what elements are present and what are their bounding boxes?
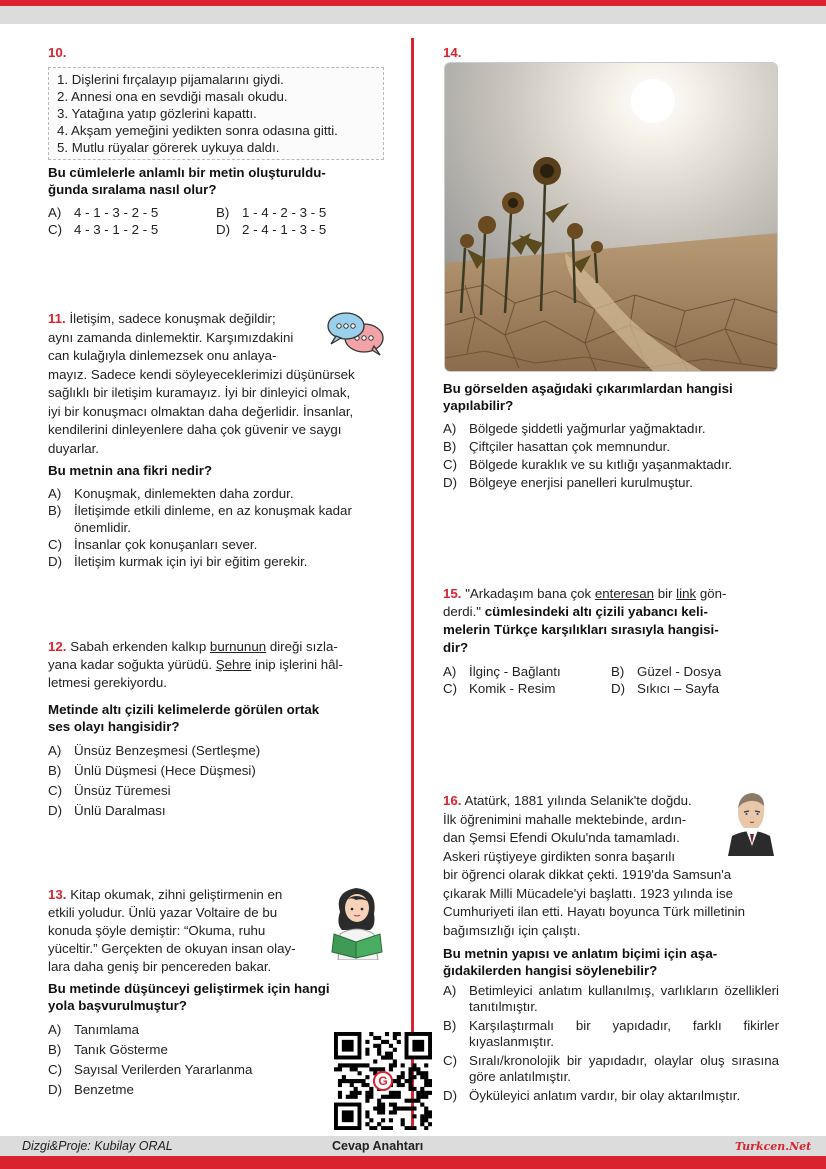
- option-letter: B): [443, 1018, 457, 1033]
- answer-options: [443, 983, 779, 1104]
- top-red-stripe: [0, 0, 826, 6]
- question-line: Bu metinde düşünceyi geliştirmek için hangi: [48, 981, 330, 996]
- option-a[interactable]: [443, 983, 779, 1015]
- question-number: 15.: [443, 586, 462, 601]
- option-text: 4 - 3 - 1 - 2 - 5: [74, 222, 159, 237]
- passage-line: konuda şöyle demiştir: “Okuma, ruhu: [48, 923, 266, 938]
- list-item: 5. Mutlu rüyalar görerek uykuya daldı.: [57, 140, 280, 155]
- option-text: İnsanlar çok konuşanları sever.: [74, 537, 258, 552]
- option-a[interactable]: [443, 663, 611, 680]
- question-12: [48, 638, 386, 821]
- answer-options: [48, 204, 386, 238]
- option-letter: D): [48, 803, 63, 818]
- question-10: [48, 44, 386, 238]
- question-line: yola başvurulmuştur?: [48, 998, 187, 1013]
- passage-text: inip işlerini hâl-: [251, 657, 343, 672]
- ataturk-portrait: [724, 790, 776, 856]
- passage-line: dan Şemsi Efendi Okulu'nda tamamladı.: [443, 830, 680, 845]
- passage-line: iyi bir konuşmacı olmaktan daha değerlidir. İnsanlar,: [48, 403, 354, 419]
- option-b[interactable]: [48, 502, 386, 536]
- option-letter: D): [443, 1088, 458, 1103]
- passage-line: bağımsızlığı için çalıştı.: [443, 922, 581, 938]
- option-text: Ünsüz Türemesi: [74, 783, 171, 798]
- question-number: 16.: [443, 793, 462, 808]
- passage-line: kendilerini dinleyenlere daha çok güvenir ve saygı: [48, 422, 342, 437]
- option-text: İlginç - Bağlantı: [469, 664, 561, 679]
- question-line: dir?: [443, 640, 469, 655]
- option-letter: A): [443, 983, 457, 998]
- underlined-word: Şehre: [215, 657, 252, 672]
- question-line: Metinde altı çizili kelimelerde görülen ortak: [48, 702, 320, 717]
- passage: [48, 886, 320, 976]
- underlined-word: burnunun: [209, 639, 267, 654]
- option-letter: C): [48, 537, 63, 552]
- option-text: Ünlü Daralması: [74, 803, 166, 818]
- passage-line: [443, 585, 779, 603]
- question-line: ğunda sıralama nasıl olur?: [48, 182, 217, 197]
- question-number: 12.: [48, 639, 67, 654]
- column-divider: [411, 38, 414, 1128]
- passage-text: "Arkadaşım bana çok: [465, 586, 595, 601]
- passage-line: Askeri rüştiyeye girdikten sonra başarılı: [443, 848, 676, 864]
- option-c[interactable]: [443, 456, 779, 474]
- option-d[interactable]: [443, 474, 779, 492]
- question-stem: [443, 945, 779, 979]
- option-letter: B): [216, 205, 230, 220]
- passage-line: lara daha geniş bir pencereden bakar.: [48, 959, 272, 974]
- option-b[interactable]: [443, 1018, 779, 1050]
- passage-line: sağlıklı bir iletişim kuramayız. İyi bir dinleyici olmak,: [48, 385, 351, 400]
- option-letter: A): [443, 421, 457, 436]
- option-text: Çiftçiler hasattan çok memnundur.: [469, 439, 671, 454]
- option-letter: B): [443, 439, 457, 454]
- option-text: Karşılaştırmalı bir yapıdadır, farklı fikirler kıyaslanmıştır.: [469, 1018, 779, 1049]
- option-text: Konuşmak, dinlemekten daha zordur.: [74, 486, 294, 501]
- question-stem: [48, 701, 386, 735]
- option-b[interactable]: [48, 761, 386, 781]
- question-line: Bu cümlelerle anlamlı bir metin oluşturuldu-: [48, 165, 326, 180]
- option-letter: D): [48, 1082, 63, 1097]
- passage-line: mayız. Sadece kendi söyleyeceklerimizi düşünürsek: [48, 366, 355, 382]
- passage-text: gön-: [696, 586, 727, 601]
- passage-text: Atatürk, 1881 yılında Selanik'te doğdu.: [464, 793, 692, 808]
- option-text: Bölgede şiddetli yağmurlar yağmaktadır.: [469, 421, 706, 436]
- option-d[interactable]: [48, 553, 386, 570]
- question-number: 13.: [48, 887, 67, 902]
- option-b[interactable]: [611, 663, 779, 680]
- question-stem: Bu metnin ana fikri nedir?: [48, 463, 213, 478]
- option-text: Komik - Resim: [469, 681, 556, 696]
- footer-credit: Dizgi&Proje: Kubilay ORAL: [22, 1139, 173, 1153]
- question-line: ğıdakilerden hangisi söylenebilir?: [443, 963, 658, 978]
- option-text: Benzetme: [74, 1082, 134, 1097]
- option-letter: C): [443, 681, 458, 696]
- question-number: 14.: [443, 45, 462, 60]
- option-text: 4 - 1 - 3 - 2 - 5: [74, 205, 159, 220]
- question-stem: [443, 380, 779, 414]
- option-letter: D): [216, 222, 231, 237]
- option-letter: A): [443, 664, 457, 679]
- passage-text: Sabah erkenden kalkıp: [70, 639, 210, 654]
- qr-code[interactable]: [334, 1032, 432, 1130]
- passage-line: [48, 638, 386, 656]
- option-text: Ünsüz Benzeşmesi (Sertleşme): [74, 743, 261, 758]
- passage-line: letmesi gerekiyordu.: [48, 675, 167, 690]
- passage-text: yana kadar soğukta yürüdü.: [48, 657, 216, 672]
- passage-line: [48, 656, 386, 674]
- option-c[interactable]: [443, 680, 611, 697]
- bottom-red-stripe: [0, 1156, 826, 1169]
- answer-options: [443, 420, 779, 492]
- question-line: melerin Türkçe karşılıkları sırasıyla hangisi-: [443, 622, 719, 637]
- question-line: yapılabilir?: [443, 398, 514, 413]
- brand-logo[interactable]: Turkcen.Net: [735, 1140, 812, 1153]
- option-a[interactable]: [48, 741, 386, 761]
- option-c[interactable]: [48, 536, 386, 553]
- passage-text: derdi.": [443, 604, 485, 619]
- answer-options: [443, 663, 779, 697]
- option-text: İletişim kurmak için iyi bir eğitim gerekir.: [74, 554, 308, 569]
- question-line: Bu görselden aşağıdaki çıkarımlardan hangisi: [443, 381, 733, 396]
- question-number: 10.: [48, 45, 67, 60]
- sentence-list-box: [48, 67, 384, 160]
- passage-line: can kulağıyla dinlemezsek onu anlaya-: [48, 348, 277, 363]
- footer-title: Cevap Anahtarı: [332, 1139, 424, 1153]
- passage-line: İlk öğrenimini mahalle mektebinde, ardın-: [443, 811, 687, 827]
- option-text: 1 - 4 - 2 - 3 - 5: [242, 205, 327, 220]
- option-text: İletişimde etkili dinleme, en az konuşmak kadar önemlidir.: [74, 503, 352, 535]
- option-letter: B): [611, 664, 625, 679]
- option-a[interactable]: [48, 204, 216, 221]
- passage-text: İletişim, sadece konuşmak değildir;: [69, 311, 276, 326]
- option-text: Tanımlama: [74, 1022, 140, 1037]
- option-letter: A): [48, 205, 62, 220]
- question-text: cümlesindeki altı çizili yabancı keli-: [484, 604, 708, 619]
- answer-options: [48, 485, 386, 570]
- qr-logo: G: [373, 1071, 393, 1091]
- option-d[interactable]: [443, 1088, 779, 1104]
- passage-text: direği sızla-: [266, 639, 338, 654]
- passage: [48, 638, 386, 692]
- underlined-word: enteresan: [594, 586, 654, 601]
- answer-options: [48, 741, 386, 821]
- option-text: Bölgeye enerjisi panelleri kurulmuştur.: [469, 475, 693, 490]
- option-letter: C): [48, 783, 63, 798]
- passage-line: bir öğrenci olarak dikkat çekti. 1919'da Samsun'a: [443, 867, 732, 882]
- girl-reading-book-icon: [326, 882, 388, 960]
- passage-line: [48, 310, 318, 329]
- question-stem: [48, 980, 386, 1014]
- option-d[interactable]: [216, 221, 384, 238]
- option-b[interactable]: [443, 438, 779, 456]
- passage-line: duyarlar.: [48, 440, 99, 456]
- option-letter: D): [611, 681, 626, 696]
- option-letter: C): [48, 1062, 63, 1077]
- option-text: Tanık Gösterme: [74, 1042, 168, 1057]
- option-c[interactable]: [48, 781, 386, 801]
- passage-text: Kitap okumak, zihni geliştirmenin en: [70, 887, 283, 902]
- option-text: Betimleyici anlatım kullanılmış, varlıkların özellikleri tanıtılmıştır.: [469, 983, 779, 1014]
- question-line: Bu metnin yapısı ve anlatım biçimi için aşa-: [443, 946, 718, 961]
- option-letter: A): [48, 486, 62, 501]
- question-line: ses olayı hangisidir?: [48, 719, 180, 734]
- option-letter: D): [443, 475, 458, 490]
- option-a[interactable]: [443, 420, 779, 438]
- passage-line: etkili yoludur. Ünlü yazar Voltaire de bu: [48, 905, 278, 920]
- option-letter: B): [48, 1042, 62, 1057]
- list-item: 4. Akşam yemeğini yedikten sonra odasına gitti.: [57, 123, 338, 138]
- option-letter: B): [48, 503, 62, 518]
- underlined-word: link: [676, 586, 697, 601]
- option-letter: C): [443, 457, 458, 472]
- passage-line: [443, 603, 779, 621]
- option-letter: B): [48, 763, 62, 778]
- option-text: 2 - 4 - 1 - 3 - 5: [242, 222, 327, 237]
- option-c[interactable]: [48, 221, 216, 238]
- question-14: [443, 44, 779, 61]
- option-text: Sıkıcı – Sayfa: [637, 681, 720, 696]
- option-text: Sıralı/kronolojik bir yapıdadır, olaylar oluş sırasına göre anlatılmıştır.: [469, 1053, 779, 1084]
- passage-line: aynı zamanda dinlemektir. Karşımızdakini: [48, 329, 294, 345]
- option-text: Öyküleyici anlatım vardır, bir olay aktarılmıştır.: [469, 1088, 741, 1103]
- drought-photo: [444, 62, 778, 372]
- option-text: Sayısal Verilerden Yararlanma: [74, 1062, 253, 1077]
- option-d[interactable]: [611, 680, 779, 697]
- option-letter: A): [48, 1022, 62, 1037]
- question-number: 11.: [48, 311, 66, 326]
- option-letter: C): [443, 1053, 458, 1068]
- passage-text: bir: [654, 586, 677, 601]
- speech-bubbles-icon: [326, 310, 386, 356]
- option-text: Güzel - Dosya: [637, 664, 722, 679]
- option-text: Ünlü Düşmesi (Hece Düşmesi): [74, 763, 256, 778]
- option-letter: C): [48, 222, 63, 237]
- passage-line: [443, 792, 723, 811]
- question-14-body: [443, 380, 779, 492]
- passage-line: yüceltir.” Gerçekten de okuyan insan olay-: [48, 941, 296, 956]
- option-letter: D): [48, 554, 63, 569]
- list-item: 1. Dişlerini fırçalayıp pijamalarını giydi.: [57, 72, 284, 87]
- list-item: 3. Yatağına yatıp gözlerini kapattı.: [57, 106, 257, 121]
- question-stem: [48, 164, 386, 198]
- passage-line: [48, 886, 320, 904]
- option-d[interactable]: [48, 801, 386, 821]
- option-c[interactable]: [443, 1053, 779, 1085]
- passage: [443, 585, 779, 657]
- option-b[interactable]: [216, 204, 384, 221]
- list-item: 2. Annesi ona en sevdiği masalı okudu.: [57, 89, 288, 104]
- option-text: Bölgede kuraklık ve su kıtlığı yaşanmaktadır.: [469, 457, 733, 472]
- question-15: [443, 585, 779, 697]
- option-a[interactable]: [48, 485, 386, 502]
- top-band: [0, 0, 826, 24]
- option-letter: A): [48, 743, 62, 758]
- passage-line: Cumhuriyeti ilan etti. Hayatı boyunca Türk milletinin: [443, 904, 746, 919]
- passage-line: çıkarak Milli Mücadele'yi başlattı. 1923 yılında ise: [443, 885, 734, 901]
